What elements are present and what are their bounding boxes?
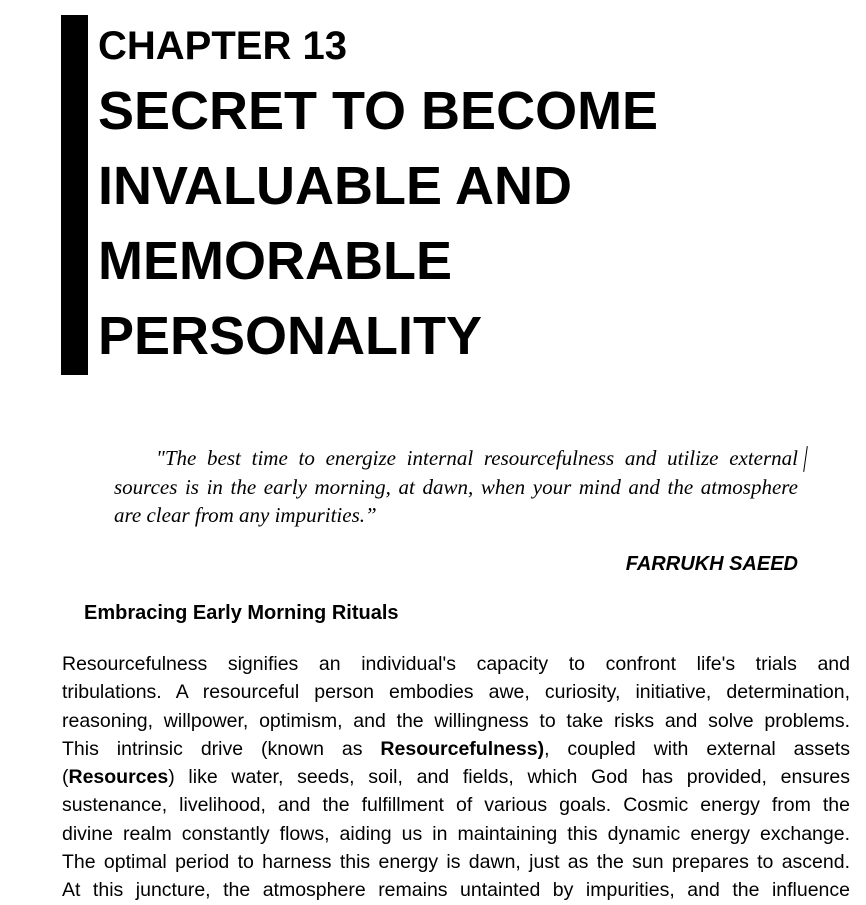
chapter-label: CHAPTER 13 (98, 24, 347, 68)
paragraph-line: tribulations. A resourceful person embodies awe, curiosity, initiative, determination, (62, 681, 850, 704)
paragraph-line: sustenance, livelihood, and the fulfillment of various goals. Cosmic energy from the (62, 794, 850, 817)
chapter-title-line: INVALUABLE AND (98, 156, 572, 216)
paragraph-line: This intrinsic drive (known as Resourcefulness), coupled with external assets (62, 737, 850, 760)
epigraph-quote: "The best time to energize internal resourcefulness and utilize external sources is in the early morning, at dawn, when your mind and the atmosphere are clear from any impurities.” (114, 446, 798, 527)
chapter-title-line: PERSONALITY (98, 306, 483, 366)
chapter-title-line: MEMORABLE (98, 231, 452, 291)
body-paragraph (62, 650, 850, 905)
epigraph-author: FARRUKH SAEED (625, 553, 798, 575)
paragraph-line: (Resources) like water, seeds, soil, and fields, which God has provided, ensures (62, 766, 850, 789)
paragraph-line: Resourcefulness signifies an individual's capacity to confront life's trials and (62, 653, 850, 675)
text-cursor-mark (803, 446, 808, 472)
bold-term: Resources (68, 766, 169, 789)
bold-term: Resourcefulness) (380, 737, 545, 760)
chapter-title-line: SECRET TO BECOME (98, 81, 659, 141)
section-heading: Embracing Early Morning Rituals (84, 602, 399, 624)
chapter-title (98, 74, 658, 374)
paragraph-line: reasoning, willpower, optimism, and the willingness to take risks and solve problems. (62, 709, 850, 732)
paragraph-line: divine realm constantly flows, aiding us in maintaining this dynamic energy exchange. (62, 822, 850, 845)
paragraph-line: The optimal period to harness this energy is dawn, just as the sun prepares to ascend. (62, 851, 850, 874)
paragraph-line: At this juncture, the atmosphere remains untainted by impurities, and the influence (62, 879, 850, 902)
chapter-side-bar (61, 15, 88, 375)
